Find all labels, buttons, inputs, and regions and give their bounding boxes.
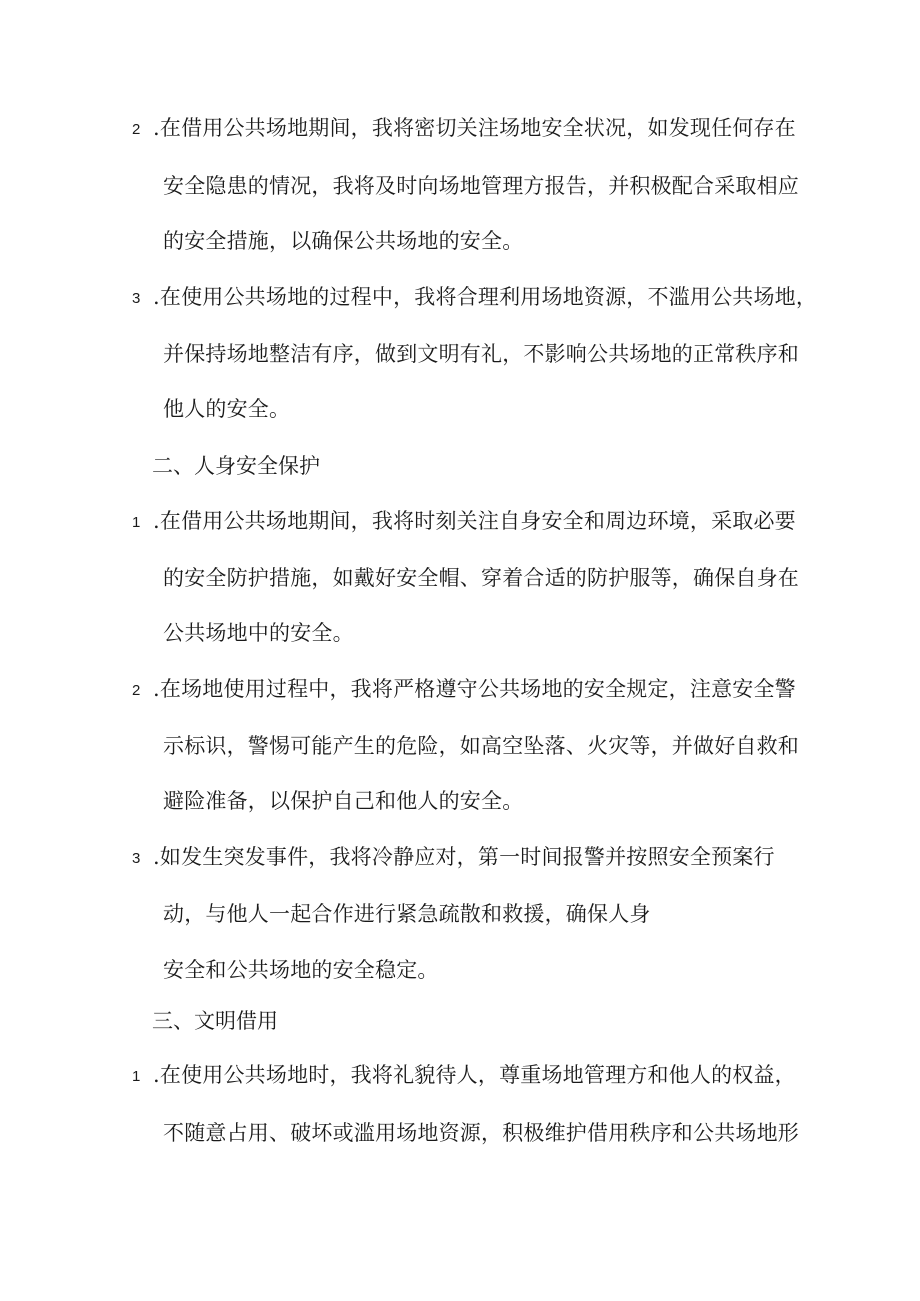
section-heading: 三、文明借用 [152, 1009, 278, 1033]
section-heading: 二、人身安全保护 [152, 454, 320, 478]
item-number: 3 [132, 850, 141, 867]
paragraph-line: .在使用公共场地时，我将礼貌待人，尊重场地管理方和他人的权益， [153, 1063, 796, 1087]
paragraph-line: 并保持场地整洁有序，做到文明有礼，不影响公共场地的正常秩序和 [163, 342, 799, 366]
paragraph-line: 避险准备，以保护自己和他人的安全。 [163, 789, 524, 813]
paragraph-line: .在场地使用过程中，我将严格遵守公共场地的安全规定，注意安全警 [153, 677, 796, 701]
item-number: 2 [132, 682, 141, 699]
paragraph-line: 示标识，警惕可能产生的危险，如高空坠落、火灾等，并做好自救和 [163, 734, 799, 758]
paragraph-line: .在使用公共场地的过程中，我将合理利用场地资源，不滥用公共场地， [153, 285, 818, 309]
paragraph-line: 动，与他人一起合作进行紧急疏散和救援，确保人身 [163, 902, 651, 926]
paragraph-line: 的安全防护措施，如戴好安全帽、穿着合适的防护服等，确保自身在 [163, 566, 799, 590]
paragraph-line: 的安全措施，以确保公共场地的安全。 [163, 229, 524, 253]
paragraph-line: 不随意占用、破坏或滥用场地资源，积极维护借用秩序和公共场地形 [163, 1121, 799, 1145]
paragraph-line: 公共场地中的安全。 [163, 621, 354, 645]
item-number: 1 [132, 1068, 141, 1085]
paragraph-line: .在借用公共场地期间，我将密切关注场地安全状况，如发现任何存在 [153, 116, 796, 140]
paragraph-line: 他人的安全。 [163, 397, 291, 421]
paragraph-line: .如发生突发事件，我将冷静应对，第一时间报警并按照安全预案行 [153, 845, 775, 869]
item-number: 1 [132, 514, 141, 531]
paragraph-line: .在借用公共场地期间，我将时刻关注自身安全和周边环境，采取必要 [153, 509, 796, 533]
item-number: 3 [132, 290, 141, 307]
paragraph-line: 安全隐患的情况，我将及时向场地管理方报告，并积极配合采取相应 [163, 174, 799, 198]
paragraph-line: 安全和公共场地的安全稳定。 [163, 958, 439, 982]
item-number: 2 [132, 121, 141, 138]
